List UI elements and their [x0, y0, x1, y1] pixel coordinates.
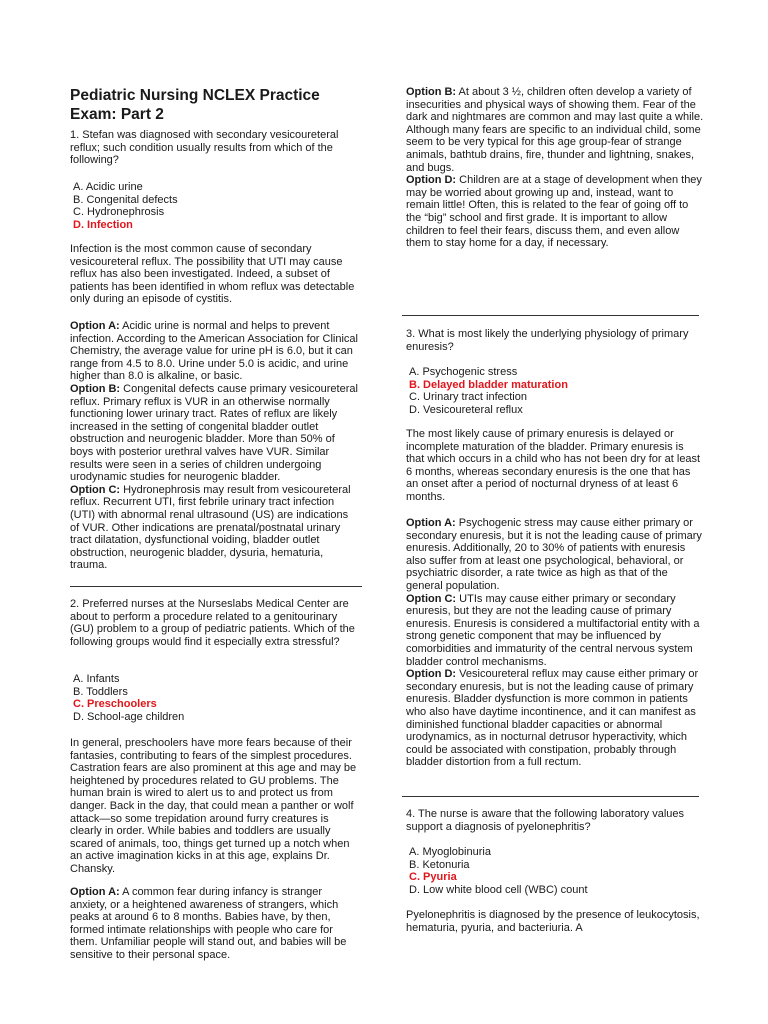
option: D. Vesicoureteral reflux [409, 403, 523, 416]
explanation-b: Option B: Congenital defects cause primary vesicoureteral reflux. Primary reflux is VUR in an otherwise normally functioning lower urinary tract. Rates of reflux are likely increased in the setting of congenital bladder outlet obstruction and neurogenic bladder. More than 50% of boys with posterior urethral valves have VUR. Similar results were seen in a series of children undergoing urodynamic studies for neurogenic bladder. [70, 382, 358, 484]
explanation-label: Option C: [70, 483, 121, 496]
correct-answer: C. Pyuria [409, 871, 457, 884]
question-4-options [406, 846, 696, 896]
page-title: Pediatric Nursing NCLEX Practice Exam: Part 2 [70, 87, 320, 123]
question-1-text: 1. Stefan was diagnosed with secondary vesicoureteral reflux; such condition usually results from which of the following? [70, 129, 339, 167]
section-divider [402, 796, 699, 797]
question-4-rationale [406, 909, 704, 934]
section-divider [402, 315, 699, 316]
question-3-explanations: Option A: Psychogenic stress may cause either primary or secondary enuresis, but it is not the leading cause of primary enuresis. Additionally, 20 to 30% of patients with enuresis also suffer from at least one psychological, behavioral, or psychiatric disorder, a rate twice as high as that of the general population. Option C: UTIs may cause either primary or secondary enuresis, but they are not the leading cause of primary enuresis. Enuresis is considered a multifactorial entity with a strong genetic component that may be influenced by comorbidities and immaturity of the central nervous system bladder control mechanisms. Option D: Vesicoureteral reflux may cause either primary or secondary enuresis, but is not the leading cause of primary enuresis. Bladder dysfunction is more common in patients who also have daytime incontinence, and it can manifest as diminished functional bladder capacities or abnormal urodynamics, as in nocturnal detrusor hyperactivity, which could be associated with constipation, probably through bladder distortion from a full rectum. [406, 517, 702, 769]
question-4 [406, 808, 696, 833]
option: A. Acidic urine [73, 181, 143, 193]
section-divider [70, 586, 362, 587]
option: C. Hydronephrosis [73, 206, 165, 219]
option: B. Congenital defects [73, 193, 178, 206]
rationale-text: Infection is the most common cause of secondary vesicoureteral reflux. The possibility that UTI may cause reflux has also been investigated. Indeed, a subset of patients has been identified in whom reflux was detectable only during an episode of cystitis. [70, 243, 355, 306]
question-1 [70, 129, 355, 167]
option: A. Myoglobinuria [409, 846, 491, 858]
explanation-label: Option A: [406, 517, 456, 529]
option: B. Toddlers [73, 685, 128, 698]
question-3 [406, 328, 696, 353]
option: B. Ketonuria [409, 858, 470, 871]
option: A. Infants [73, 673, 120, 685]
option: C. Urinary tract infection [409, 391, 527, 404]
question-2-rationale [70, 737, 360, 876]
question-4-text: 4. The nurse is aware that the following laboratory values support a diagnosis of pyelonephritis? [406, 808, 685, 833]
correct-answer: C. Preschoolers [73, 698, 157, 711]
question-3-text: 3. What is most likely the underlying physiology of primary enuresis? [406, 328, 689, 353]
explanation-c: Option C: Hydronephrosis may result from vesicoureteral reflux. Recurrent UTI, first febrile urinary tract infection (UTI) with abnormal renal ultrasound (US) are indications of VUR. Other indications are prenatal/postnatal urinary tract dilatation, dysfunctional voiding, bladder outlet obstruction, neurogenic bladder, dysuria, hematuria, trauma. [70, 483, 351, 572]
explanation-a: Option A: Acidic urine is normal and helps to prevent infection. According to the American Association for Clinical Chemistry, the average value for urine pH is 6.0, but it can range from 4.5 to 8.0. Urine under 5.0 is acidic, and urine higher than 8.0 is alkaline, or basic. [70, 320, 358, 383]
rationale-text: The most likely cause of primary enuresis is delayed or incomplete maturation of the bladder. Primary enuresis is that which occurs in a child who has not been dry for at least 6 months, whereas secondary enuresis is the one that has an onset after a period of nocturnal dryness of at least 6 months. [406, 428, 701, 503]
explanation-label: Option B: [70, 382, 121, 395]
question-2-options [70, 673, 355, 723]
rationale-text: Pyelonephritis is diagnosed by the presence of leukocytosis, hematuria, pyuria, and bacteriuria. A [406, 909, 700, 934]
explanation-label: Option D: [406, 174, 457, 187]
explanation-label: Option B: [406, 86, 457, 98]
question-2-text: 2. Preferred nurses at the Nurseslabs Medical Center are about to perform a procedure related to a genitourinary (GU) problem to a group of pediatric patients. Which of the following groups would find it especially extra stressful? [70, 598, 355, 648]
explanation-label: Option A: [70, 320, 120, 332]
question-2-explanations-continued: Option B: At about 3 ½, children often develop a variety of insecurities and physical ways of showing them. Fear of the dark and nightmares are common and may last quite a while. Although many fears are specific to an individual child, some seem to be very typical for this age group-fear of strange animals, bathtub drains, fire, thunder and lightning, snakes, and bugs. Option D: Children are at a stage of development when they may be worried about growing up and, instead, want to remain little! Often, this is related to the fear of going off to the “big” school and first grade. It is important to allow children to feel their fears, discuss them, and even allow them to stay home for a day, if necessary. [406, 86, 704, 250]
question-1-options [70, 181, 355, 231]
explanation-label: Option A: [70, 886, 120, 898]
question-1-explanations [70, 320, 360, 572]
question-2-explanation-a: Option A: A common fear during infancy is stranger anxiety, or a heightened awareness of strangers, which peaks at around 6 to 8 months. Babies have, by then, formed intimate relationships with people who care for them. Unfamiliar people will stand out, and babies will be sensitive to their personal space. [70, 886, 347, 961]
correct-answer: D. Infection [73, 218, 133, 231]
explanation-label: Option D: [406, 668, 457, 681]
option: D. Low white blood cell (WBC) count [409, 883, 588, 896]
rationale-text: In general, preschoolers have more fears because of their fantasies, contributing to fears of the simplest procedures. Castration fears are also prominent at this age and may be heightened by procedures related to GU problems. The human brain is wired to alert us to and protect us from danger. Back in the day, that could mean a panther or wolf attack—so some trepidation around furry creatures is clearly in order. While babies and toddlers are usually scared of animals, too, things get turned up a notch when an active imagination kicks in at this age, explains Dr. Chansky. [70, 737, 357, 875]
option: D. School-age children [73, 710, 185, 723]
question-3-options [406, 366, 696, 416]
explanation-label: Option C: [406, 592, 457, 605]
question-2 [70, 598, 355, 648]
question-1-rationale [70, 243, 360, 306]
question-3-rationale [406, 428, 704, 504]
correct-answer: B. Delayed bladder maturation [409, 378, 568, 391]
option: A. Psychogenic stress [409, 366, 518, 378]
